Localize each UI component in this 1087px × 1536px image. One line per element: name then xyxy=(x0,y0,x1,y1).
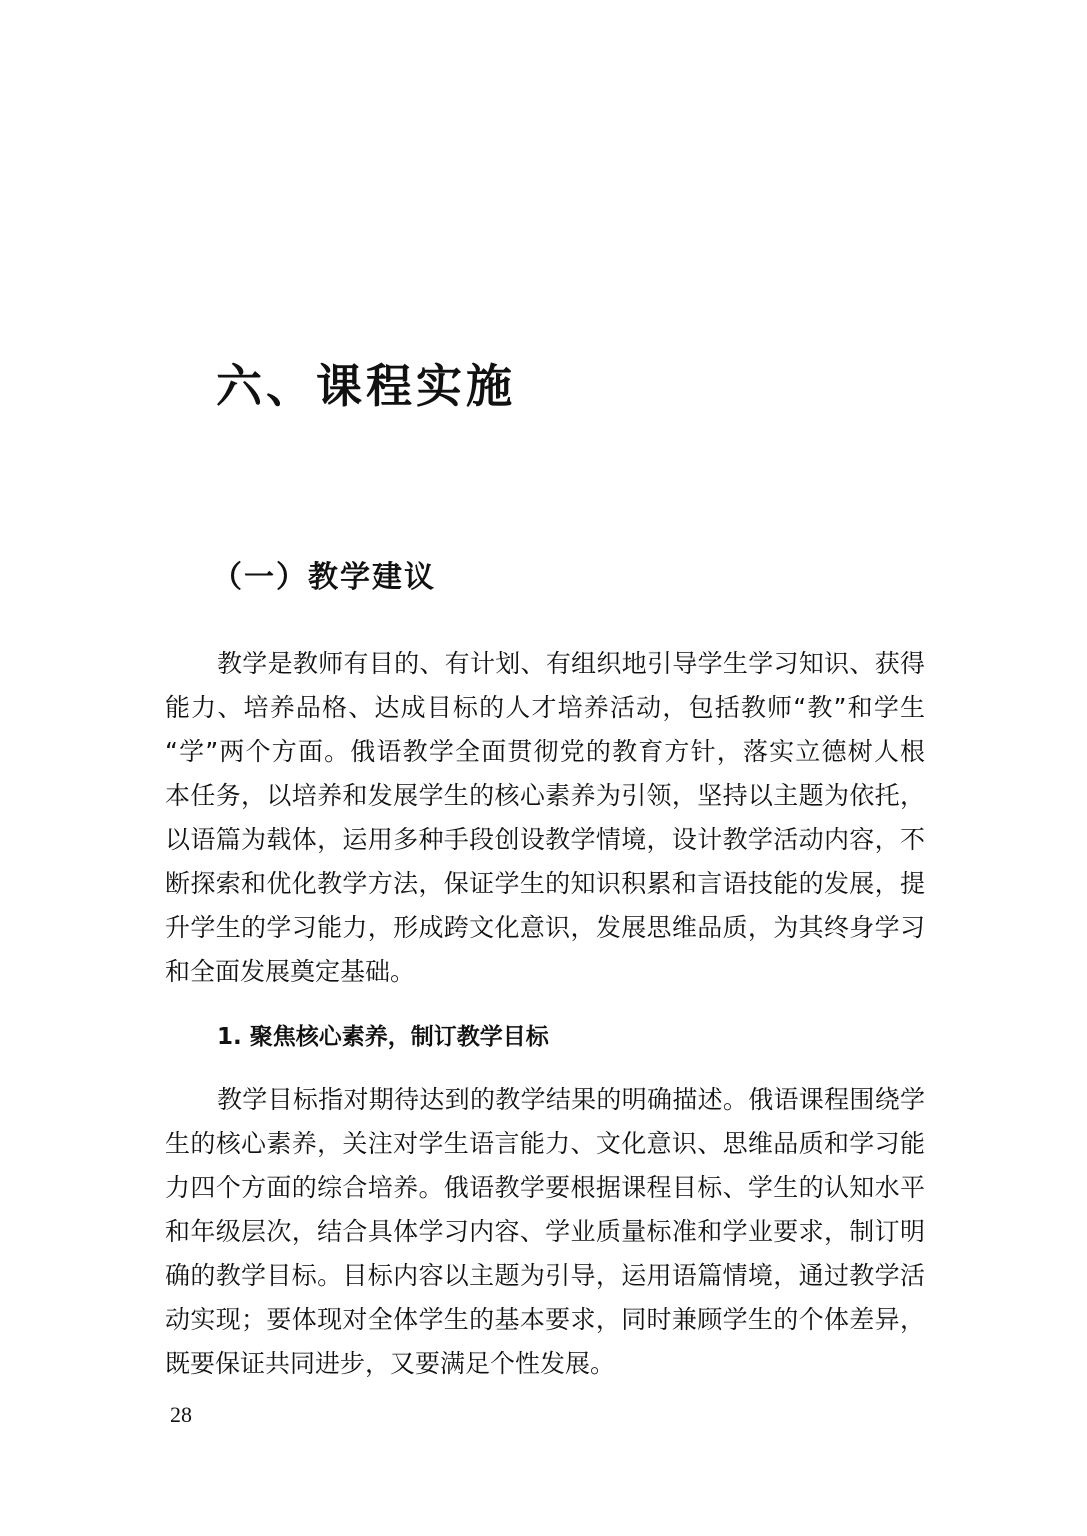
paragraph-line: 本任务，以培养和发展学生的核心素养为引领，坚持以主题为依托， xyxy=(165,781,925,810)
paragraph-line: 和年级层次，结合具体学习内容、学业质量标准和学业要求，制订明 xyxy=(165,1217,925,1246)
paragraph-line: 断探索和优化教学方法，保证学生的知识积累和言语技能的发展，提 xyxy=(165,869,925,898)
paragraph-line: 既要保证共同进步，又要满足个性发展。 xyxy=(165,1349,616,1378)
paragraph-line: 生的核心素养，关注对学生语言能力、文化意识、思维品质和学习能 xyxy=(165,1129,925,1158)
paragraph-teaching-overview xyxy=(165,642,925,994)
section-title: （一）教学建议 xyxy=(212,560,436,595)
paragraph-line: 升学生的学习能力，形成跨文化意识，发展思维品质，为其终身学习 xyxy=(165,913,925,942)
paragraph-line: 力四个方面的综合培养。俄语教学要根据课程目标、学生的认知水平 xyxy=(165,1173,925,1202)
paragraph-line: 和全面发展奠定基础。 xyxy=(165,957,416,986)
paragraph-line: 动实现；要体现对全体学生的基本要求，同时兼顾学生的个体差异， xyxy=(165,1305,925,1334)
paragraph-line: 确的教学目标。目标内容以主题为引导，运用语篇情境，通过教学活 xyxy=(165,1261,925,1290)
paragraph-line: 教学是教师有目的、有计划、有组织地引导学生学习知识、获得 xyxy=(217,649,925,678)
paragraph-teaching-objectives xyxy=(165,1078,925,1386)
paragraph-line: 能力、培养品格、达成目标的人才培养活动，包括教师“教”和学生 xyxy=(165,693,925,722)
item-heading: 1. 聚焦核心素养，制订教学目标 xyxy=(217,1024,549,1050)
chapter-title: 六、课程实施 xyxy=(216,359,516,413)
paragraph-line: 以语篇为载体，运用多种手段创设教学情境，设计教学活动内容，不 xyxy=(165,825,925,854)
paragraph-line: 教学目标指对期待达到的教学结果的明确描述。俄语课程围绕学 xyxy=(217,1085,925,1114)
paragraph-line: “学”两个方面。俄语教学全面贯彻党的教育方针，落实立德树人根 xyxy=(165,737,925,766)
page-number: 28 xyxy=(170,1402,192,1427)
